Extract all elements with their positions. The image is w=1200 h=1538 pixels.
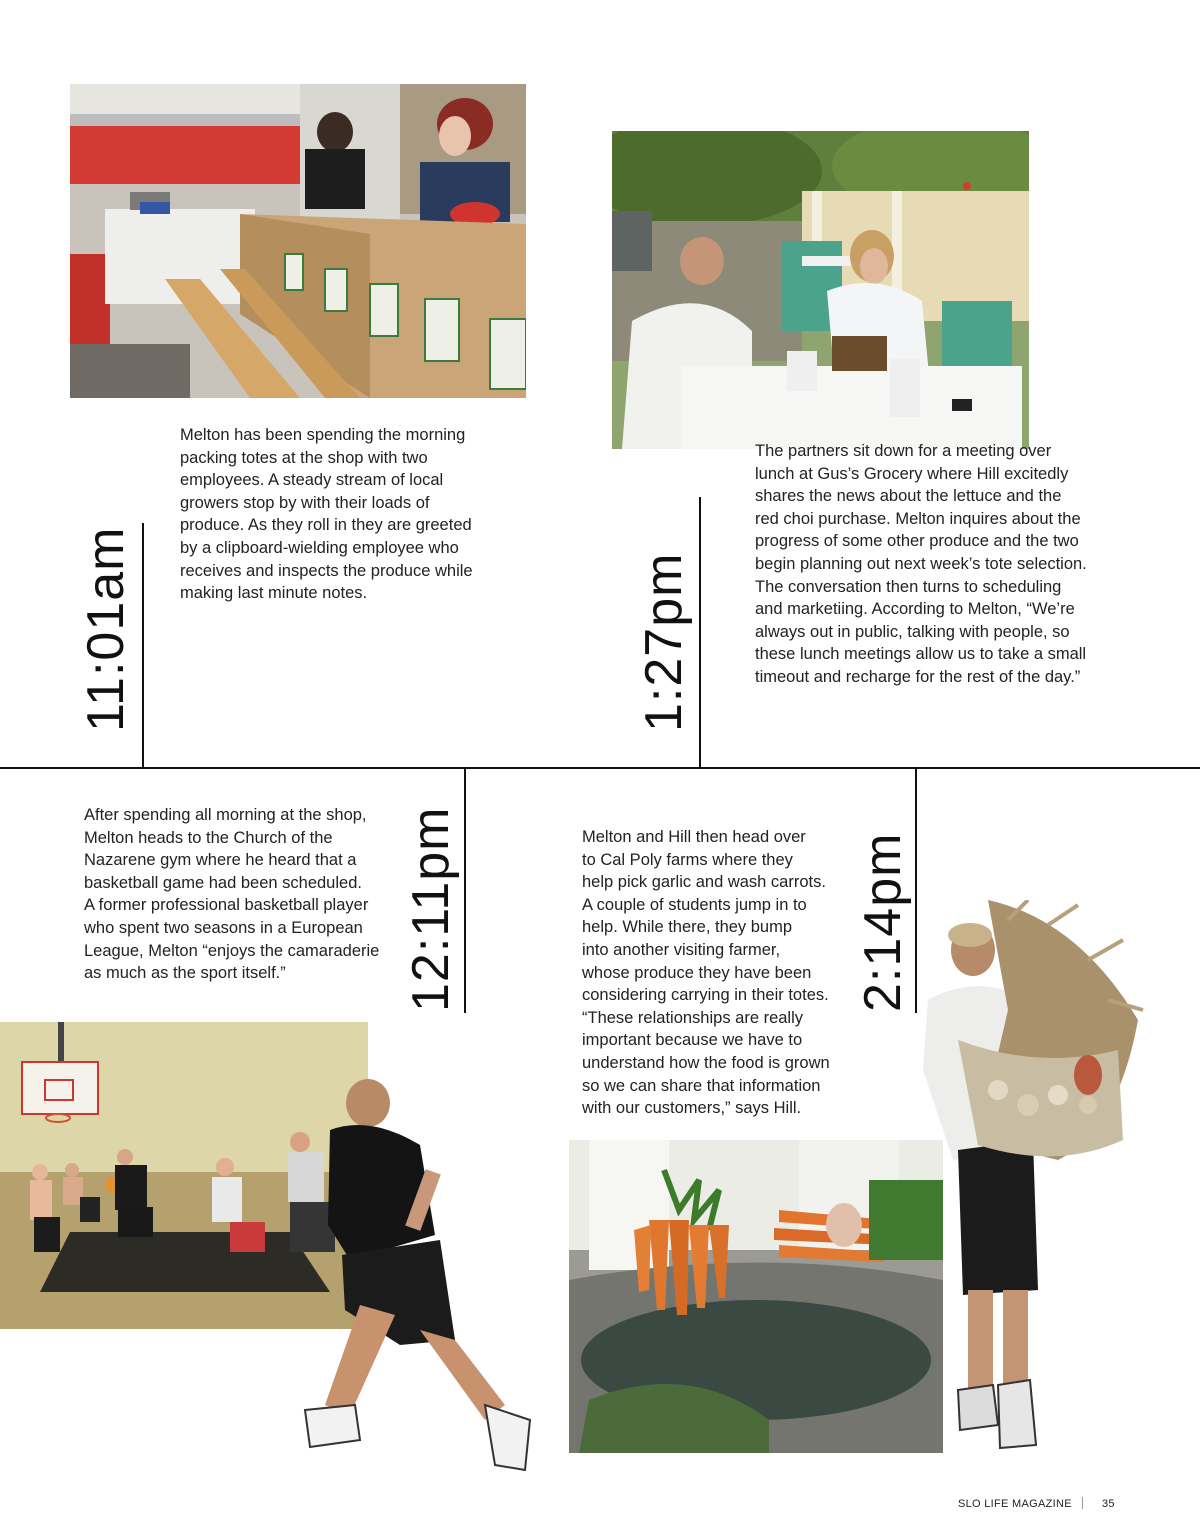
caption-line: The partners sit down for a meeting over	[755, 442, 1052, 460]
caption-line: and marketiing. According to Melton, “We’re	[755, 600, 1075, 619]
photo-garlic-farmer-cutout	[918, 900, 1148, 1455]
caption-line: A couple of students jump in to	[582, 895, 807, 914]
caption-line: shares the news about the lettuce and the	[755, 487, 1062, 506]
caption-line: important because we have to	[582, 1031, 803, 1050]
caption-line: begin planning out next week’s tote selection.	[755, 554, 1087, 573]
photo-washing-carrots	[569, 1140, 943, 1453]
footer-magazine-name: SLO LIFE MAGAZINE	[958, 1498, 1072, 1510]
photo-lunch-meeting	[612, 131, 1029, 449]
caption-line: understand how the food is grown	[582, 1053, 830, 1072]
caption-line: by a clipboard-wielding employee who	[180, 538, 459, 557]
timestamp-1211pm: 12:11pm	[402, 806, 460, 1012]
caption-line: considering carrying in their totes.	[582, 986, 829, 1005]
footer-separator	[1082, 1497, 1083, 1509]
timestamp-127pm: 1:27pm	[635, 552, 693, 732]
caption-line: basketball game had been scheduled.	[84, 873, 362, 892]
caption-line: as much as the sport itself.”	[84, 964, 286, 983]
caption-line: help pick garlic and wash carrots.	[582, 873, 826, 892]
caption-line: lunch at Gus’s Grocery where Hill excitedly	[755, 464, 1069, 483]
caption-basketball	[84, 804, 404, 985]
caption-line: The conversation then turns to scheduling	[755, 577, 1062, 596]
caption-line: always out in public, talking with people, so	[755, 622, 1070, 641]
caption-line: Melton heads to the Church of the	[84, 828, 333, 847]
caption-line: produce. As they roll in they are greeted	[180, 516, 472, 535]
caption-line: packing totes at the shop with two	[180, 448, 428, 467]
caption-line: into another visiting farmer,	[582, 940, 781, 959]
caption-line: League, Melton “enjoys the camaraderie	[84, 941, 380, 960]
caption-line: growers stop by with their loads of	[180, 493, 430, 512]
caption-line: whose produce they have been	[582, 963, 812, 982]
caption-line: timeout and recharge for the rest of the day.”	[755, 667, 1081, 686]
footer-page-number: 35	[1102, 1498, 1115, 1510]
caption-line: red choi purchase. Melton inquires about the	[755, 509, 1081, 528]
caption-line: “These relationships are really	[582, 1008, 804, 1027]
caption-line: help. While there, they bump	[582, 918, 793, 937]
section-divider-horizontal	[0, 767, 1200, 769]
caption-line: progress of some other produce and the two	[755, 532, 1079, 551]
caption-line: to Cal Poly farms where they	[582, 850, 793, 869]
caption-line: After spending all morning at the shop,	[84, 806, 367, 824]
caption-line: making last minute notes.	[180, 584, 368, 603]
caption-line: Melton and Hill then head over	[582, 828, 806, 846]
timestamp-214pm: 2:14pm	[854, 832, 912, 1012]
timeline-rule-1211	[464, 768, 466, 1013]
timeline-rule-214	[915, 768, 917, 1013]
caption-line: who spent two seasons in a European	[84, 918, 363, 937]
timestamp-1101am: 11:01am	[77, 526, 135, 732]
photo-runner-cutout	[290, 1075, 545, 1480]
caption-line: receives and inspects the produce while	[180, 561, 473, 580]
caption-line: employees. A steady stream of local	[180, 471, 444, 490]
caption-line: Nazarene gym where he heard that a	[84, 851, 357, 870]
caption-line: these lunch meetings allow us to take a small	[755, 645, 1087, 664]
caption-packing-totes	[180, 424, 510, 605]
caption-line: with our customers,” says Hill.	[582, 1099, 802, 1118]
caption-cal-poly-farms	[582, 826, 882, 1120]
caption-line: A former professional basketball player	[84, 896, 369, 915]
caption-line: so we can share that information	[582, 1076, 821, 1095]
photo-packing-totes	[70, 84, 526, 398]
caption-lunch-meeting	[755, 440, 1125, 689]
timeline-rule-127	[699, 497, 701, 768]
timeline-rule-1101	[142, 523, 144, 768]
caption-line: Melton has been spending the morning	[180, 426, 466, 444]
